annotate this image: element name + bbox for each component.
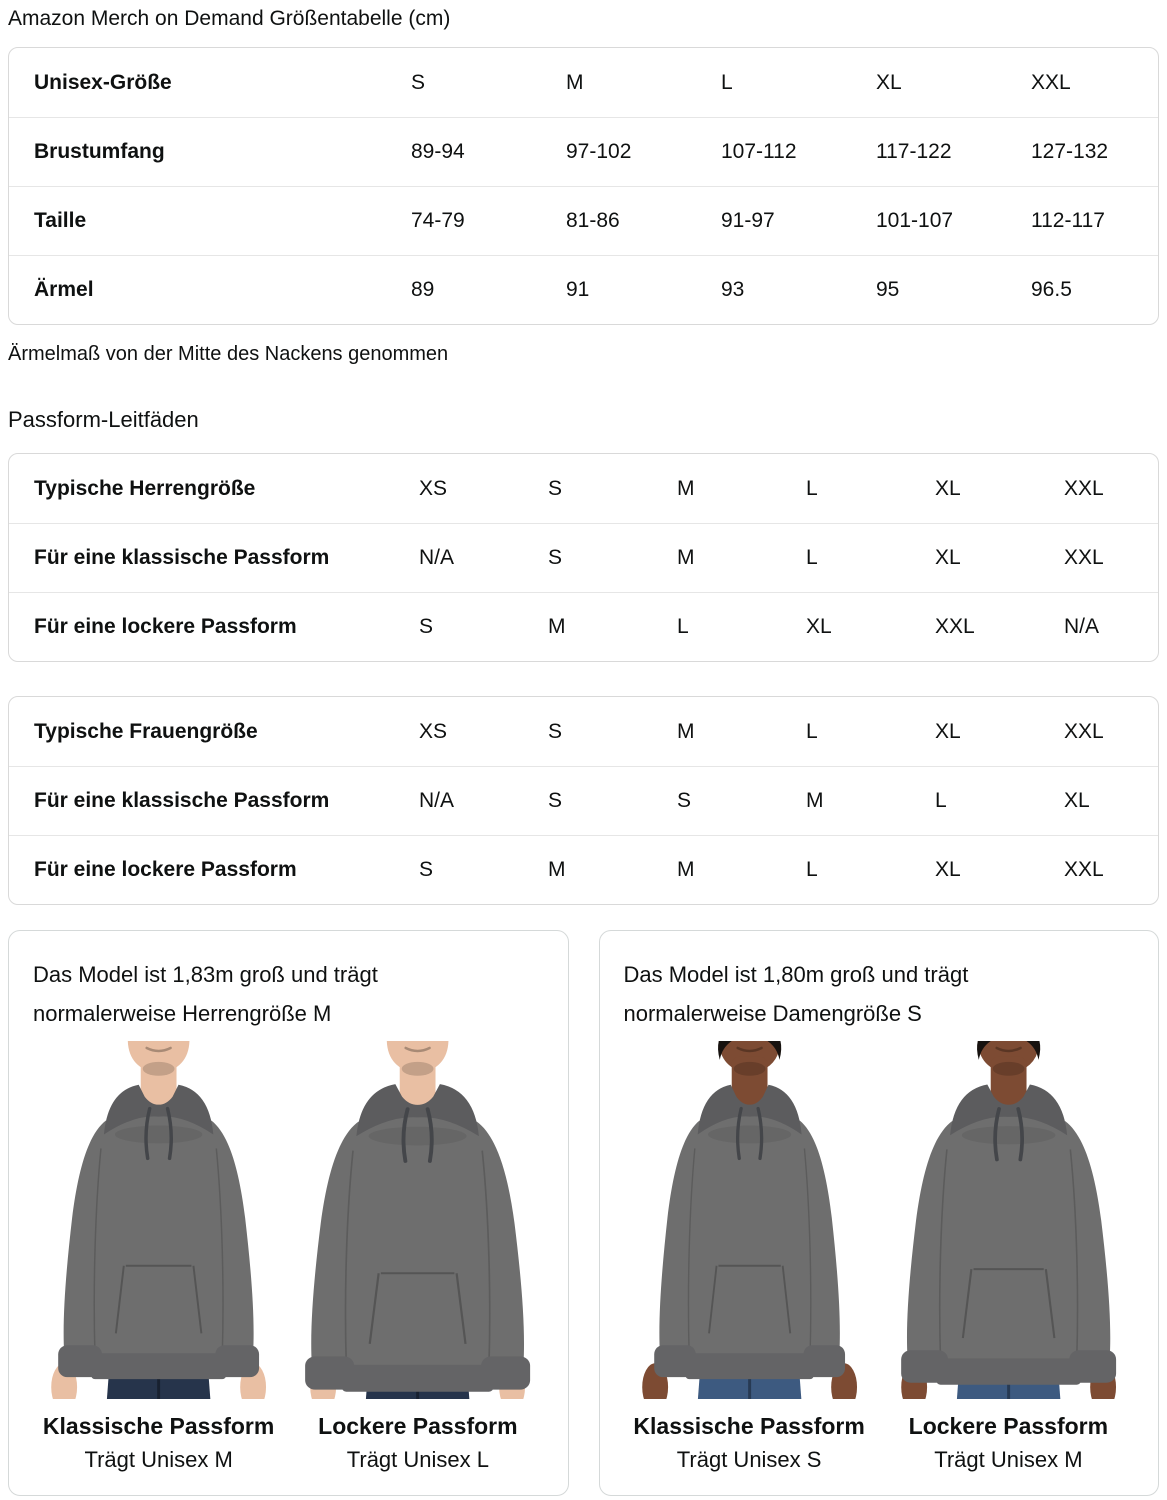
size-cell: L <box>677 615 689 638</box>
size-cell: M <box>677 719 695 743</box>
table-row <box>9 592 1158 661</box>
row-label: Brustumfang <box>34 140 165 163</box>
size-cell: M <box>566 70 584 94</box>
figure-loose-fit <box>292 1041 543 1473</box>
size-cell: 96.5 <box>1031 278 1072 301</box>
size-cell: XL <box>935 476 961 500</box>
figures-row <box>33 1041 544 1473</box>
table-row <box>9 454 1158 523</box>
page-title: Amazon Merch on Demand Größentabelle (cm) <box>8 7 451 30</box>
table-row <box>9 186 1158 255</box>
model-photo-female-classic-fit <box>624 1041 875 1399</box>
size-cell: XXL <box>1064 476 1104 500</box>
row-label: Für eine klassische Passform <box>34 789 330 812</box>
size-cell: L <box>806 476 818 500</box>
size-cell: M <box>677 476 695 500</box>
size-cell: M <box>677 858 695 881</box>
table-row <box>9 48 1158 117</box>
size-cell: S <box>411 70 426 94</box>
size-cell: XS <box>419 476 448 500</box>
fit-label: Lockere Passform <box>908 1413 1109 1439</box>
row-label: Für eine lockere Passform <box>34 615 297 638</box>
size-cell: M <box>548 615 566 638</box>
size-label: Trägt Unisex M <box>934 1447 1083 1472</box>
size-cell: XXL <box>1064 858 1104 881</box>
size-cell: XL <box>935 858 961 881</box>
size-label: Trägt Unisex M <box>84 1447 233 1472</box>
model-description: Das Model ist 1,80m groß und trägt normalerweise Damengröße S <box>623 962 969 1026</box>
size-cell: XXL <box>1064 719 1104 743</box>
size-cell: S <box>677 789 692 812</box>
model-card-men <box>8 930 569 1496</box>
size-cell: 89-94 <box>411 140 465 163</box>
size-cell: XXL <box>935 615 975 638</box>
row-label: Typische Herrengröße <box>34 476 256 500</box>
size-cell: 97-102 <box>566 140 632 163</box>
model-photo-male-classic-fit <box>33 1041 284 1399</box>
size-cell: S <box>548 719 563 743</box>
row-label: Für eine lockere Passform <box>34 858 297 881</box>
model-cards-row <box>8 930 1159 1496</box>
table-row <box>9 523 1158 592</box>
figures-row <box>624 1041 1135 1473</box>
size-cell: L <box>806 858 818 881</box>
row-label: Taille <box>34 209 87 232</box>
size-cell: 91 <box>566 278 590 301</box>
size-cell: M <box>806 789 824 812</box>
size-cell: XL <box>1064 789 1090 812</box>
size-cell: 91-97 <box>721 209 775 232</box>
size-table <box>8 47 1159 325</box>
model-card-women <box>599 930 1160 1496</box>
fit-guide-table-men <box>8 453 1159 662</box>
size-cell: L <box>806 546 818 569</box>
figure-loose-fit <box>883 1041 1134 1473</box>
size-cell: L <box>935 789 947 812</box>
size-cell: S <box>548 546 563 569</box>
table-row <box>9 766 1158 835</box>
fit-guide-table-women <box>8 696 1159 905</box>
size-cell: XL <box>935 546 961 569</box>
size-cell: M <box>548 858 566 881</box>
table-row <box>9 697 1158 766</box>
size-cell: XXL <box>1064 546 1104 569</box>
size-cell: M <box>677 546 695 569</box>
size-cell: 74-79 <box>411 209 465 232</box>
size-cell: S <box>548 789 563 812</box>
size-cell: XS <box>419 719 448 743</box>
size-cell: N/A <box>419 789 455 812</box>
size-cell: 95 <box>876 278 900 301</box>
size-label: Trägt Unisex S <box>676 1447 822 1472</box>
size-cell: 112-117 <box>1031 209 1105 232</box>
size-label: Trägt Unisex L <box>346 1447 489 1472</box>
size-cell: XL <box>935 719 961 743</box>
fit-label: Klassische Passform <box>42 1413 275 1439</box>
size-cell: 107-112 <box>721 140 797 163</box>
size-cell: 81-86 <box>566 209 620 232</box>
size-cell: 117-122 <box>876 140 952 163</box>
fit-guides-heading: Passform-Leitfäden <box>8 407 199 432</box>
table-row <box>9 117 1158 186</box>
row-label: Unisex-Größe <box>34 70 172 94</box>
size-cell: S <box>419 615 434 638</box>
size-cell: L <box>806 719 818 743</box>
size-cell: S <box>419 858 434 881</box>
row-label: Typische Frauengröße <box>34 719 258 743</box>
size-cell: 89 <box>411 278 435 301</box>
table-row <box>9 835 1158 904</box>
size-cell: N/A <box>1064 615 1100 638</box>
row-label: Ärmel <box>34 278 94 301</box>
size-cell: L <box>721 70 733 94</box>
size-cell: XL <box>806 615 832 638</box>
figure-classic-fit <box>33 1041 284 1473</box>
table-row <box>9 255 1158 324</box>
size-cell: 101-107 <box>876 209 954 232</box>
fit-label: Klassische Passform <box>633 1413 865 1439</box>
sleeve-measure-note: Ärmelmaß von der Mitte des Nackens genommen <box>8 343 449 365</box>
model-photo-female-loose-fit <box>883 1041 1134 1399</box>
size-cell: XXL <box>1031 70 1071 94</box>
size-cell: 127-132 <box>1031 140 1109 163</box>
model-description: Das Model ist 1,83m groß und trägt normalerweise Herrengröße M <box>33 962 378 1026</box>
model-photo-male-loose-fit <box>292 1041 543 1399</box>
size-cell: N/A <box>419 546 455 569</box>
fit-label: Lockere Passform <box>318 1413 518 1439</box>
size-cell: 93 <box>721 278 745 301</box>
size-cell: XL <box>876 70 902 94</box>
size-cell: S <box>548 476 563 500</box>
figure-classic-fit <box>624 1041 875 1473</box>
row-label: Für eine klassische Passform <box>34 546 330 569</box>
